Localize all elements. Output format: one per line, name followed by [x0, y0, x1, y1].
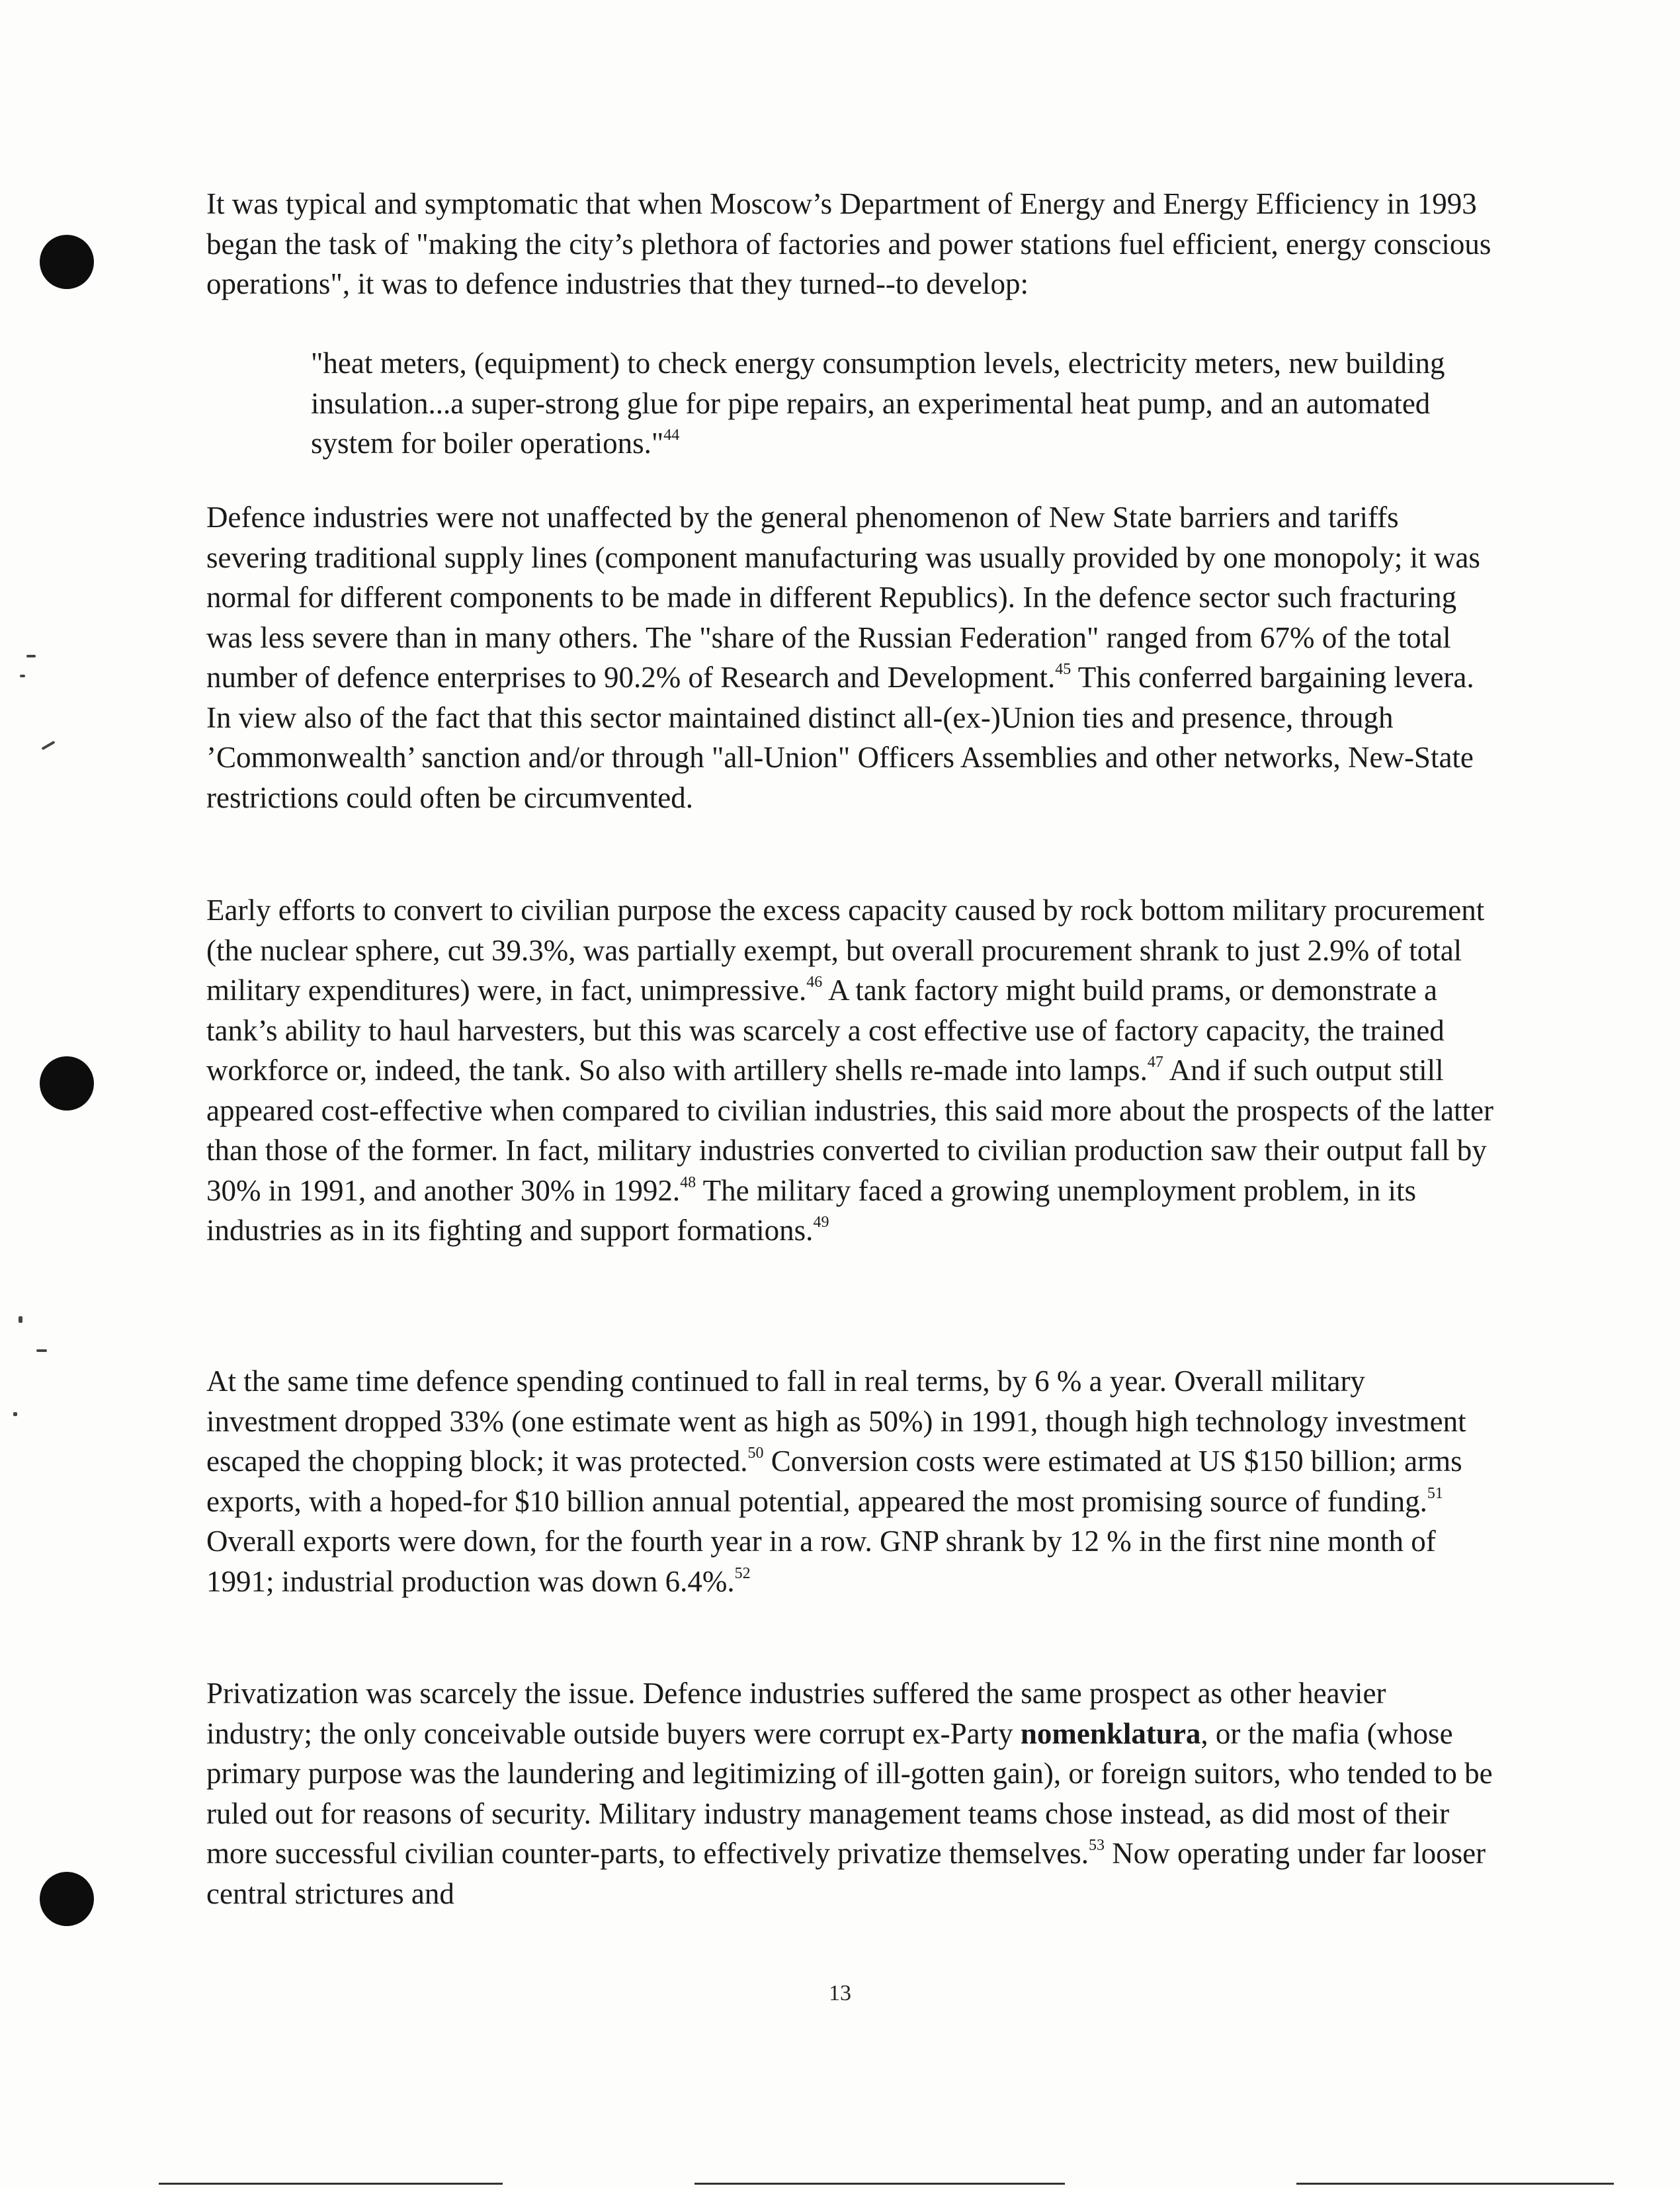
paragraph-3-part-c: And if such output still appeared cost-effective when compared to civilian industries, this said more about the prospects of the latter than those of the former. In fact, military industries converted to civilian production saw their output fall by 30% in 1991, and another 30% in 1992.: [206, 1054, 1494, 1207]
paragraph-4-part-a: At the same time defence spending continued to fall in real terms, by 6 % a year. Overall military investment dropped 33% (one estimate went as high as 50%) in 1991, though high technology investment escaped the chopping block; it was protected.: [206, 1365, 1466, 1478]
punch-hole-middle: [40, 1056, 94, 1111]
paragraph-5-part-a: Privatization was scarcely the issue. Defence industries suffered the same prospect as other heavier industry; the only conceivable outside buyers were corrupt ex-Party: [206, 1677, 1386, 1750]
paragraph-1: [206, 184, 1496, 304]
paragraph-text: It was typical and symptomatic that when Moscow’s Department of Energy and Energy Efficiency in 1993 began the task of "making the city’s plethora of factories and power stations fuel efficient, energy conscious operations", it was to defence industries that they turned--to develop:: [206, 187, 1491, 300]
punch-hole-bottom: [40, 1872, 94, 1926]
paragraph-4-part-c: Overall exports were down, for the fourth year in a row. GNP shrank by 12 % in the first nine month of 1991; industrial production was down 6.4%.: [206, 1525, 1436, 1598]
quote-text: "heat meters, (equipment) to check energy consumption levels, electricity meters, new building insulation...a super-strong glue for pipe repairs, an experimental heat pump, and an automated system for boiler operations.": [311, 347, 1445, 460]
paragraph-text: [206, 497, 1496, 818]
scan-speck: [13, 1412, 17, 1416]
bottom-edge-line: [1296, 2183, 1614, 2185]
punch-hole-top: [40, 235, 94, 289]
footnote-ref-47: 47: [1147, 1054, 1163, 1071]
paragraph-text: [206, 890, 1496, 1251]
paragraph-2-part-a: Defence industries were not unaffected by the general phenomenon of New State barriers and tariffs severing traditional supply lines (component manufacturing was usually provided by one monopoly; it was normal for different components to be made in different Republics). In the defence sector such fracturing was less severe than in many others. The "share of the Russian Federation" ranged from 67% of the total number of defence enterprises to 90.2% of Research and Development.: [206, 501, 1480, 694]
paragraph-5: [206, 1673, 1496, 1914]
paragraph-5-part-c: Now operating under far looser central strictures and: [206, 1837, 1486, 1910]
paragraph-2: [206, 497, 1496, 818]
paragraph-2-part-b: This conferred bargaining levera. In view also of the fact that this sector maintained distinct all-(ex-)Union ties and presence, through ’Commonwealth’ sanction and/or through "all-Union" Officers Assemblies and other networks, New-State restrictions could often be circumvented.: [206, 661, 1474, 814]
scan-speck: [41, 741, 55, 750]
footnote-ref-49: 49: [813, 1214, 829, 1231]
footnote-ref-53: 53: [1089, 1837, 1105, 1854]
paragraph-3: [206, 890, 1496, 1251]
footnote-ref-44: 44: [663, 427, 680, 444]
page-number: 13: [829, 1981, 851, 2005]
bold-term: nomenklatura: [1020, 1716, 1201, 1750]
paragraph-3-part-a: Early efforts to convert to civilian purpose the excess capacity caused by rock bottom military procurement (the nuclear sphere, cut 39.3%, was partially exempt, but overall procurement shrank to just 2.9% of total military expenditures) were, in fact, unimpressive.: [206, 894, 1485, 1007]
paragraph-text: [206, 1361, 1496, 1601]
footnote-ref-52: 52: [734, 1564, 751, 1582]
footnote-ref-45: 45: [1055, 661, 1071, 678]
paragraph-4-part-b: Conversion costs were estimated at US $150 billion; arms exports, with a hoped-for $10 billion annual potential, appeared the most promising source of funding.: [206, 1445, 1462, 1518]
paragraph-4: [206, 1361, 1496, 1601]
scan-speck: [26, 655, 36, 657]
scan-speck: [36, 1349, 47, 1352]
paragraph-text: [206, 1673, 1496, 1914]
bottom-edge-line: [694, 2183, 1065, 2185]
footnote-ref-50: 50: [747, 1445, 764, 1462]
block-quote: [311, 343, 1501, 464]
footnote-ref-48: 48: [680, 1173, 696, 1191]
scan-speck: [19, 1316, 22, 1323]
paragraph-5-part-b: , or the mafia (whose primary purpose was the laundering and legitimizing of ill-gotten gain), or foreign suitors, who tended to be ruled out for reasons of security. Military industry management teams chose instead, as did most of their more successful civilian counter-parts, to effectively privatize themselves.: [206, 1716, 1493, 1870]
footnote-ref-51: 51: [1427, 1484, 1443, 1502]
paragraph-3-part-b: A tank factory might build prams, or demonstrate a tank’s ability to haul harvesters, but this was scarcely a cost effective use of factory capacity, the trained workforce or, indeed, the tank. So also with artillery shells re-made into lamps.: [206, 974, 1445, 1087]
footnote-ref-46: 46: [806, 974, 823, 991]
bottom-edge-line: [159, 2183, 503, 2185]
scan-speck: [20, 675, 25, 677]
paragraph-3-part-d: The military faced a growing unemployment problem, in its industries as in its fighting and support formations.: [206, 1173, 1417, 1247]
